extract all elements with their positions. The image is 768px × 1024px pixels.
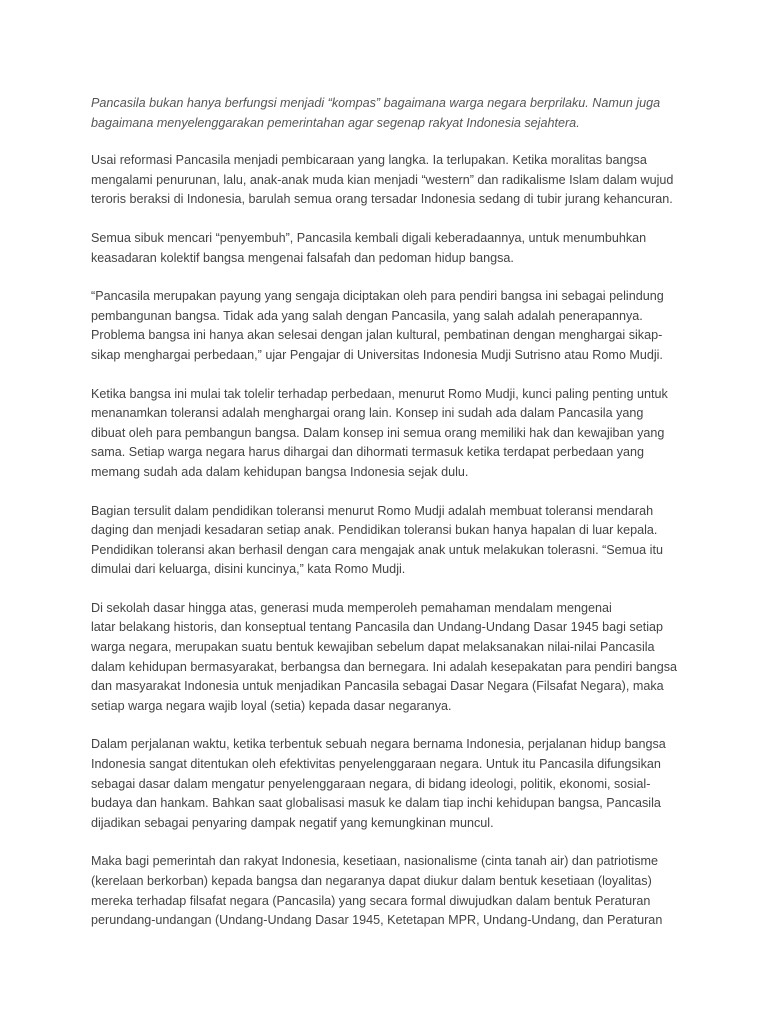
paragraph: [91, 599, 681, 717]
text-line: daging dan menjadi kesadaran setiap anak. Pendidikan toleransi bukan hanya hapalan di luar kepala.: [91, 523, 658, 538]
text-line: pembangunan bangsa. Tidak ada yang salah dengan Pancasila, yang salah adalah penerapannya.: [91, 308, 643, 323]
text-line: sikap menghargai perbedaan,” ujar Pengajar di Universitas Indonesia Mudji Sutrisno atau Romo Mudji.: [91, 347, 663, 362]
text-line: Pancasila bukan hanya berfungsi menjadi “kompas” bagaimana warga negara berprilaku. Namun juga: [91, 96, 661, 110]
text-line: (kerelaan berkorban) kepada bangsa dan negaranya dapat diukur dalam bentuk kesetiaan (loyalitas): [91, 874, 652, 888]
text-line: mereka terhadap filsafat negara (Pancasila) yang secara formal diwujudkan dalam bentuk Peraturan: [91, 893, 651, 908]
paragraph: [91, 229, 681, 268]
text-line: dibuat oleh para pembangun bangsa. Dalam konsep ini semua orang memiliki hak dan kewajiban yang: [91, 425, 665, 440]
text-line: Problema bangsa ini hanya akan selesai dengan jalan kultural, pembatinan dengan menghargai sikap-: [91, 328, 663, 343]
text-line: dan masyarakat Indonesia untuk menjadikan Pancasila sebagai Dasar Negara (Filsafat Negara), maka: [91, 679, 664, 694]
paragraph: [91, 852, 681, 930]
text-line: warga negara, merupakan suatu bentuk kewajiban sebelum dapat melaksanakan nilai-nilai Pancasila: [91, 640, 655, 655]
text-line: Usai reformasi Pancasila menjadi pembicaraan yang langka. Ia terlupakan. Ketika moralitas bangsa: [91, 153, 647, 168]
text-line: menanamkan toleransi adalah menghargai orang lain. Konsep ini sudah ada dalam Pancasila yang: [91, 406, 644, 421]
text-line: memang sudah ada dalam kehidupan bangsa Indonesia sejak dulu.: [91, 464, 469, 479]
document-body: [91, 94, 681, 950]
text-line: Semua sibuk mencari “penyembuh”, Pancasila kembali digali keberadaannya, untuk menumbuhkan: [91, 230, 647, 245]
paragraph: [91, 735, 681, 833]
text-line: Di sekolah dasar hingga atas, generasi muda memperoleh pemahaman mendalam mengenai: [91, 600, 612, 615]
text-line: “Pancasila merupakan payung yang sengaja diciptakan oleh para pendiri bangsa ini sebagai pelindung: [91, 289, 664, 304]
paragraph: [91, 502, 681, 580]
text-line: Pendidikan toleransi akan berhasil dengan cara mengajak anak untuk melakukan tolerasni. “Semua itu: [91, 542, 663, 557]
paragraph: [91, 151, 681, 210]
text-line: dijadikan sebagai penyaring dampak negatif yang kemungkinan muncul.: [91, 815, 494, 830]
text-line: dimulai dari keluarga, disini kuncinya,” kata Romo Mudji.: [91, 562, 406, 577]
text-line: keasadaran kolektif bangsa mengenai falsafah dan pedoman hidup bangsa.: [91, 250, 514, 265]
text-line: setiap warga negara wajib loyal (setia) kepada dasar negaranya.: [91, 698, 452, 713]
text-line: Maka bagi pemerintah dan rakyat Indonesia, kesetiaan, nasionalisme (cinta tanah air) dan patriotisme: [91, 854, 659, 869]
text-line: Ketika bangsa ini mulai tak tolelir terhadap perbedaan, menurut Romo Mudji, kunci paling penting untuk: [91, 386, 668, 401]
text-line: Indonesia sangat ditentukan oleh efektivitas penyelenggaraan negara. Untuk itu Pancasila difungsikan: [91, 757, 661, 772]
paragraph: [91, 287, 681, 365]
text-line: budaya dan hankam. Bahkan saat globalisasi masuk ke dalam tiap inchi kehidupan bangsa, Pancasila: [91, 796, 661, 811]
text-line: sebagai dasar dalam mengatur penyelenggaraan negara, di bidang ideologi, politik, ekonomi, sosial-: [91, 776, 651, 791]
paragraph: [91, 385, 681, 483]
text-line: mengalami penurunan, lalu, anak-anak muda kian menjadi “western” dan radikalisme Islam dalam wujud: [91, 172, 674, 187]
text-line: teroris beraksi di Indonesia, barulah semua orang tersadar Indonesia sedang di tubir jurang kehancuran.: [91, 192, 673, 207]
text-line: dalam kehidupan bermasyarakat, berbangsa dan bernegara. Ini adalah kesepakatan para pendiri bangsa: [91, 659, 678, 674]
text-line: latar belakang historis, dan konseptual tentang Pancasila dan Undang-Undang Dasar 1945 bagi setiap: [91, 620, 664, 635]
text-line: sama. Setiap warga negara harus dihargai dan dihormati termasuk ketika terdapat perbedaan yang: [91, 445, 645, 460]
lead-paragraph: [91, 94, 681, 133]
text-line: perundang-undangan (Undang-Undang Dasar 1945, Ketetapan MPR, Undang-Undang, dan Peraturan: [91, 913, 663, 928]
text-line: bagaimana menyelenggarakan pemerintahan agar segenap rakyat Indonesia sejahtera.: [91, 115, 580, 130]
text-line: Bagian tersulit dalam pendidikan toleransi menurut Romo Mudji adalah membuat toleransi mendarah: [91, 503, 654, 518]
text-line: Dalam perjalanan waktu, ketika terbentuk sebuah negara bernama Indonesia, perjalanan hidup bangsa: [91, 737, 666, 752]
